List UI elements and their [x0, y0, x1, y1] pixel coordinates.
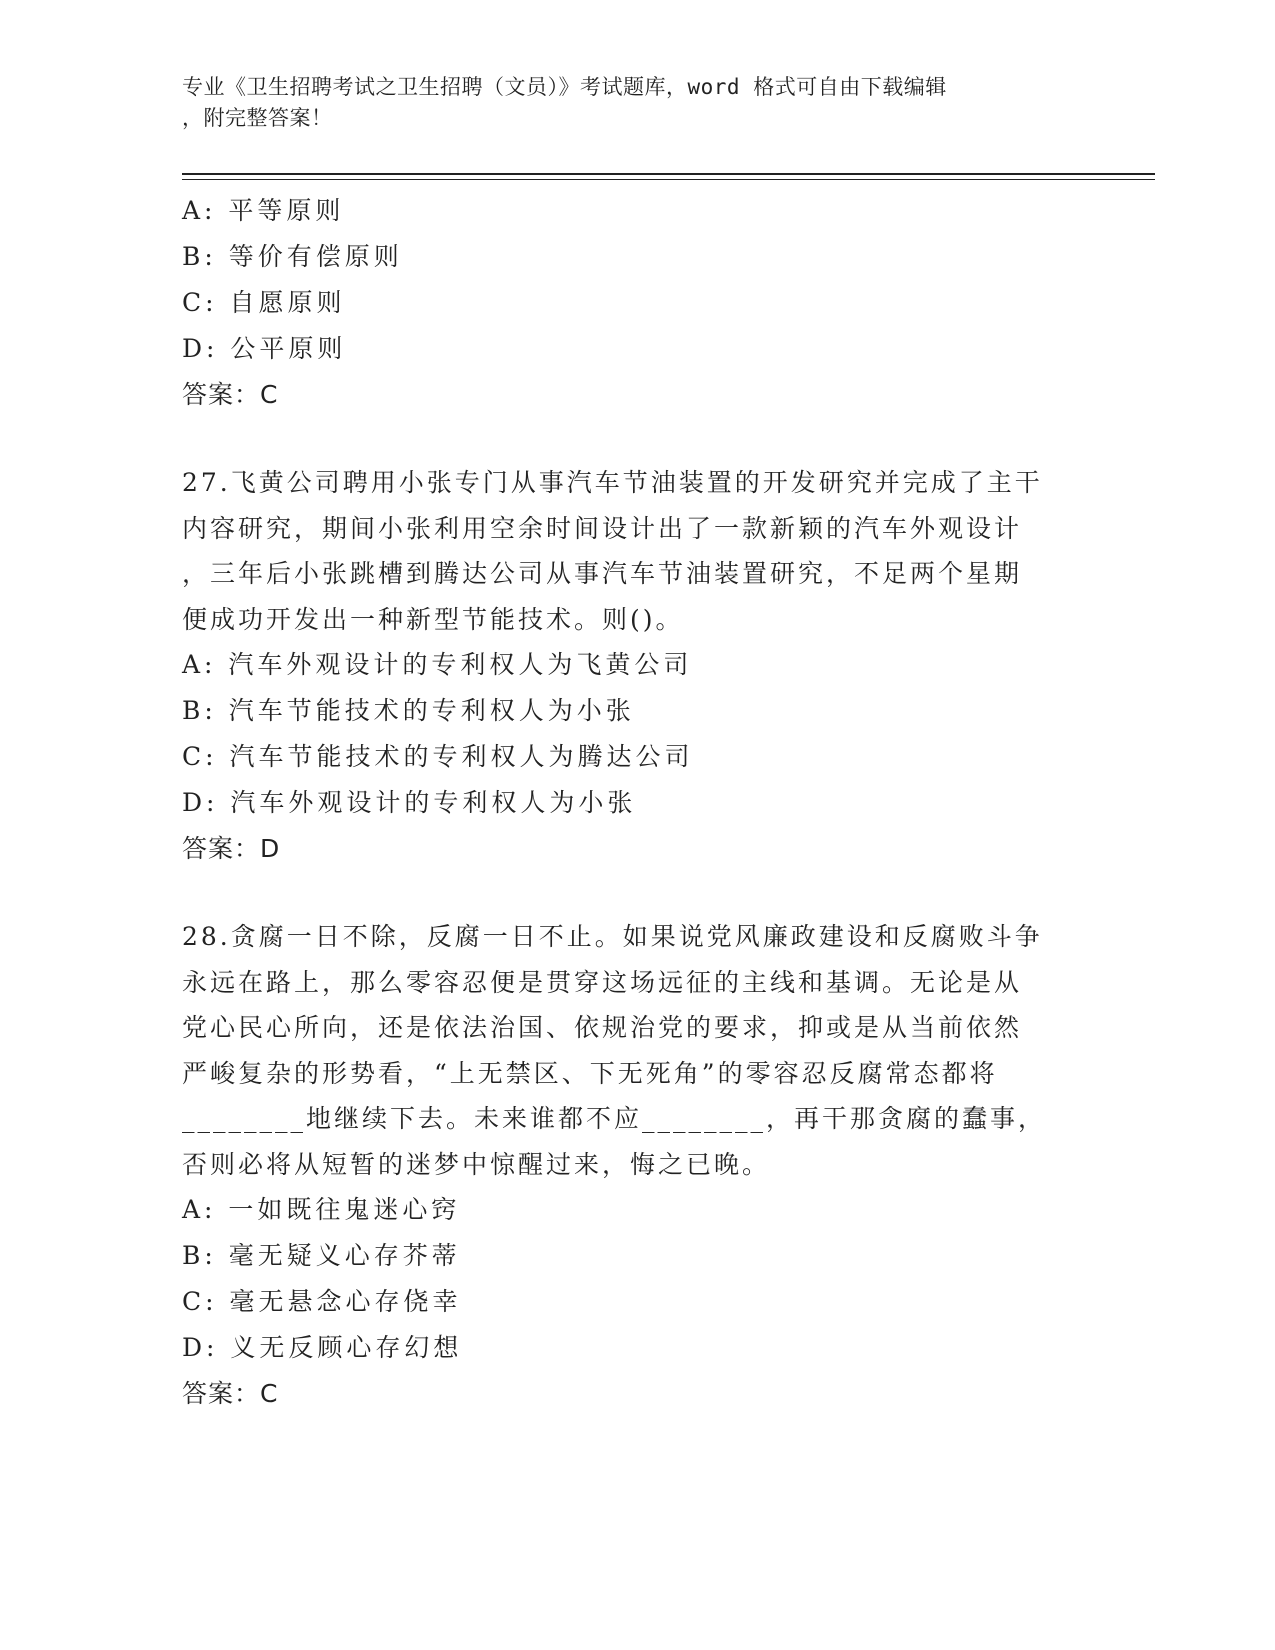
question-28-text-line: 党心民心所向，还是依法治国、依规治党的要求，抑或是从当前依然 — [182, 1013, 1023, 1042]
header-line-2: ，附完整答案！ — [182, 106, 333, 130]
option-a: A: 平等原则 — [182, 196, 345, 225]
option-b: B: 汽车节能技术的专利权人为小张 — [182, 696, 635, 725]
document-body — [182, 188, 1102, 1417]
answer-28: 答案：C — [182, 1379, 279, 1408]
question-28-text-line: ________地继续下去。未来谁都不应________，再干那贪腐的蠢事， — [182, 1104, 1047, 1133]
option-d: D: 义无反顾心存幻想 — [182, 1333, 463, 1362]
question-28-text-line: 28.贪腐一日不除，反腐一日不止。如果说党风廉政建设和反腐败斗争 — [182, 922, 1043, 951]
option-c: C: 自愿原则 — [182, 288, 346, 317]
question-27 — [182, 460, 1102, 642]
document-header — [182, 72, 1062, 134]
question-27-text-line: 便成功开发出一种新型节能技术。则()。 — [182, 604, 684, 634]
header-line-1: 专业《卫生招聘考试之卫生招聘（文员）》考试题库，word 格式可自由下载编辑 — [182, 75, 947, 99]
question-28-text-line: 否则必将从短暂的迷梦中惊醒过来，悔之已晚。 — [182, 1149, 771, 1179]
question-27-options — [182, 642, 1102, 872]
answer-26: 答案：C — [182, 380, 279, 409]
question-28 — [182, 914, 1102, 1187]
option-c: C: 汽车节能技术的专利权人为腾达公司 — [182, 742, 694, 771]
question-28-text-line: 永远在路上，那么零容忍便是贯穿这场远征的主线和基调。无论是从 — [182, 967, 1023, 997]
question-27-text-line: ，三年后小张跳槽到腾达公司从事汽车节油装置研究，不足两个星期 — [182, 559, 1023, 588]
question-28-text-line: 严峻复杂的形势看，“上无禁区、下无死角”的零容忍反腐常态都将 — [182, 1058, 998, 1088]
question-26-options — [182, 188, 1102, 418]
option-a: A: 汽车外观设计的专利权人为飞黄公司 — [182, 650, 693, 679]
header-rule-thick — [182, 173, 1155, 175]
option-d: D: 公平原则 — [182, 334, 347, 363]
option-c: C: 毫无悬念心存侥幸 — [182, 1287, 462, 1316]
option-a: A: 一如既往鬼迷心窍 — [182, 1195, 461, 1224]
header-rule-thin — [182, 179, 1155, 180]
option-b: B: 毫无疑义心存芥蒂 — [182, 1241, 461, 1270]
question-28-options — [182, 1187, 1102, 1417]
question-27-text-line: 27.飞黄公司聘用小张专门从事汽车节油装置的开发研究并完成了主干 — [182, 468, 1043, 497]
option-d: D: 汽车外观设计的专利权人为小张 — [182, 788, 637, 817]
answer-27: 答案：D — [182, 834, 281, 863]
question-27-text-line: 内容研究，期间小张利用空余时间设计出了一款新颖的汽车外观设计 — [182, 513, 1023, 543]
option-b: B: 等价有偿原则 — [182, 242, 403, 271]
